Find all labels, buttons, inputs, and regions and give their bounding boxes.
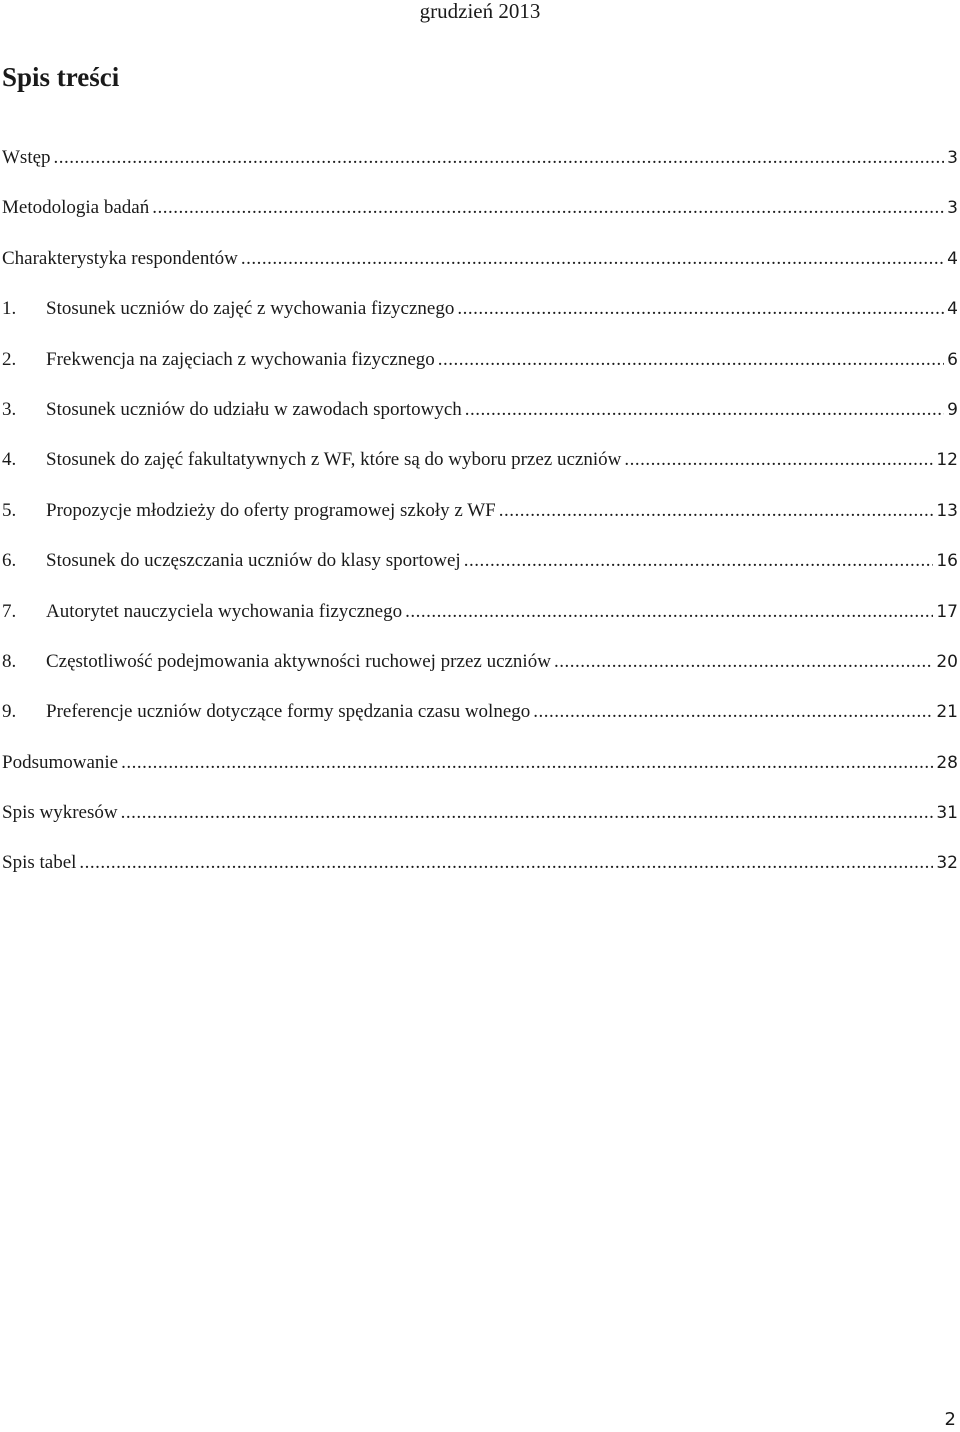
toc-entry-wstep[interactable] <box>2 146 958 196</box>
toc-entry-page: 32 <box>936 853 958 874</box>
toc-leader-dots <box>554 650 933 674</box>
toc-leader-dots <box>241 247 944 271</box>
toc-entry-page: 9 <box>947 399 958 420</box>
toc-entry-page: 28 <box>936 752 958 773</box>
toc-entry-page: 4 <box>947 299 958 320</box>
toc-entry-text: Propozycje młodzieży do oferty programowej szkoły z WF <box>46 499 496 521</box>
toc-entry-podsumowanie[interactable] <box>2 751 958 801</box>
toc-leader-dots <box>152 196 944 220</box>
toc-entry-page: 12 <box>936 450 958 471</box>
toc-entry-page: 20 <box>936 651 958 672</box>
toc-entry-page: 3 <box>947 148 958 168</box>
toc-entry-page: 6 <box>947 349 958 370</box>
toc-entry-number: 9. <box>2 701 17 723</box>
toc-entry-text: Stosunek do uczęszczania uczniów do klasy sportowej <box>46 550 461 572</box>
toc-leader-dots <box>121 751 933 775</box>
toc-entry-text: Charakterystyka respondentów <box>2 247 238 269</box>
toc-entry-number: 8. <box>2 650 17 672</box>
toc-entry-page: 31 <box>936 803 958 824</box>
toc-leader-dots <box>438 348 944 372</box>
toc-entry-5[interactable] <box>2 499 958 549</box>
toc-leader-dots <box>533 700 933 724</box>
toc-entry-text: Preferencje uczniów dotyczące formy spędzania czasu wolnego <box>46 701 531 723</box>
header-date: grudzień 2013 <box>419 0 541 23</box>
toc-title: Spis treści <box>2 62 120 92</box>
toc-entry-text: Spis wykresów <box>2 802 118 824</box>
toc-entry-text: Częstotliwość podejmowania aktywności ruchowej przez uczniów <box>46 650 551 672</box>
toc-entry-text: Podsumowanie <box>2 751 119 773</box>
toc-entry-text: Spis tabel <box>2 852 77 874</box>
toc-entry-text: Metodologia badań <box>2 197 150 219</box>
toc-leader-dots <box>464 549 934 573</box>
toc-entry-page: 16 <box>936 551 958 572</box>
toc-leader-dots <box>79 851 933 875</box>
toc-entry-spis-tabel[interactable] <box>2 851 958 901</box>
page-number: 2 <box>944 1409 956 1430</box>
toc-entry-number: 6. <box>2 550 17 572</box>
toc-entry-3[interactable] <box>2 398 958 448</box>
toc-entry-6[interactable] <box>2 549 958 599</box>
toc-entry-number: 1. <box>2 298 17 320</box>
toc-entry-text: Autorytet nauczyciela wychowania fizycznego <box>46 600 403 622</box>
toc-entry-page: 4 <box>947 248 958 269</box>
toc-leader-dots <box>121 801 934 825</box>
toc-entry-8[interactable] <box>2 650 958 700</box>
toc-entry-text: Stosunek uczniów do zajęć z wychowania fizycznego <box>46 298 455 320</box>
table-of-contents <box>2 146 958 902</box>
toc-leader-dots <box>457 297 944 321</box>
toc-entry-2[interactable] <box>2 348 958 398</box>
toc-leader-dots <box>405 600 933 624</box>
toc-entry-number: 3. <box>2 398 17 420</box>
toc-entry-9[interactable] <box>2 700 958 750</box>
toc-entry-1[interactable] <box>2 297 958 347</box>
toc-leader-dots <box>54 146 945 170</box>
toc-entry-number: 4. <box>2 449 17 471</box>
toc-leader-dots <box>465 398 944 422</box>
toc-entry-text: Wstęp <box>2 147 51 168</box>
toc-entry-number: 7. <box>2 600 17 622</box>
toc-entry-spis-wykresow[interactable] <box>2 801 958 851</box>
toc-entry-text: Stosunek do zajęć fakultatywnych z WF, które są do wyboru przez uczniów <box>46 449 622 471</box>
toc-entry-number: 5. <box>2 499 17 521</box>
toc-entry-number: 2. <box>2 348 17 370</box>
toc-entry-4[interactable] <box>2 448 958 498</box>
toc-entry-page: 3 <box>947 198 958 219</box>
toc-entry-text: Frekwencja na zajęciach z wychowania fizycznego <box>46 348 435 370</box>
toc-leader-dots <box>624 448 933 472</box>
toc-entry-text: Stosunek uczniów do udziału w zawodach sportowych <box>46 398 462 420</box>
toc-entry-page: 21 <box>936 702 958 723</box>
toc-entry-page: 17 <box>936 601 958 622</box>
toc-entry-charakterystyka[interactable] <box>2 247 958 297</box>
toc-leader-dots <box>499 499 934 523</box>
toc-entry-metodologia[interactable] <box>2 196 958 246</box>
toc-entry-page: 13 <box>936 500 958 521</box>
toc-entry-7[interactable] <box>2 600 958 650</box>
